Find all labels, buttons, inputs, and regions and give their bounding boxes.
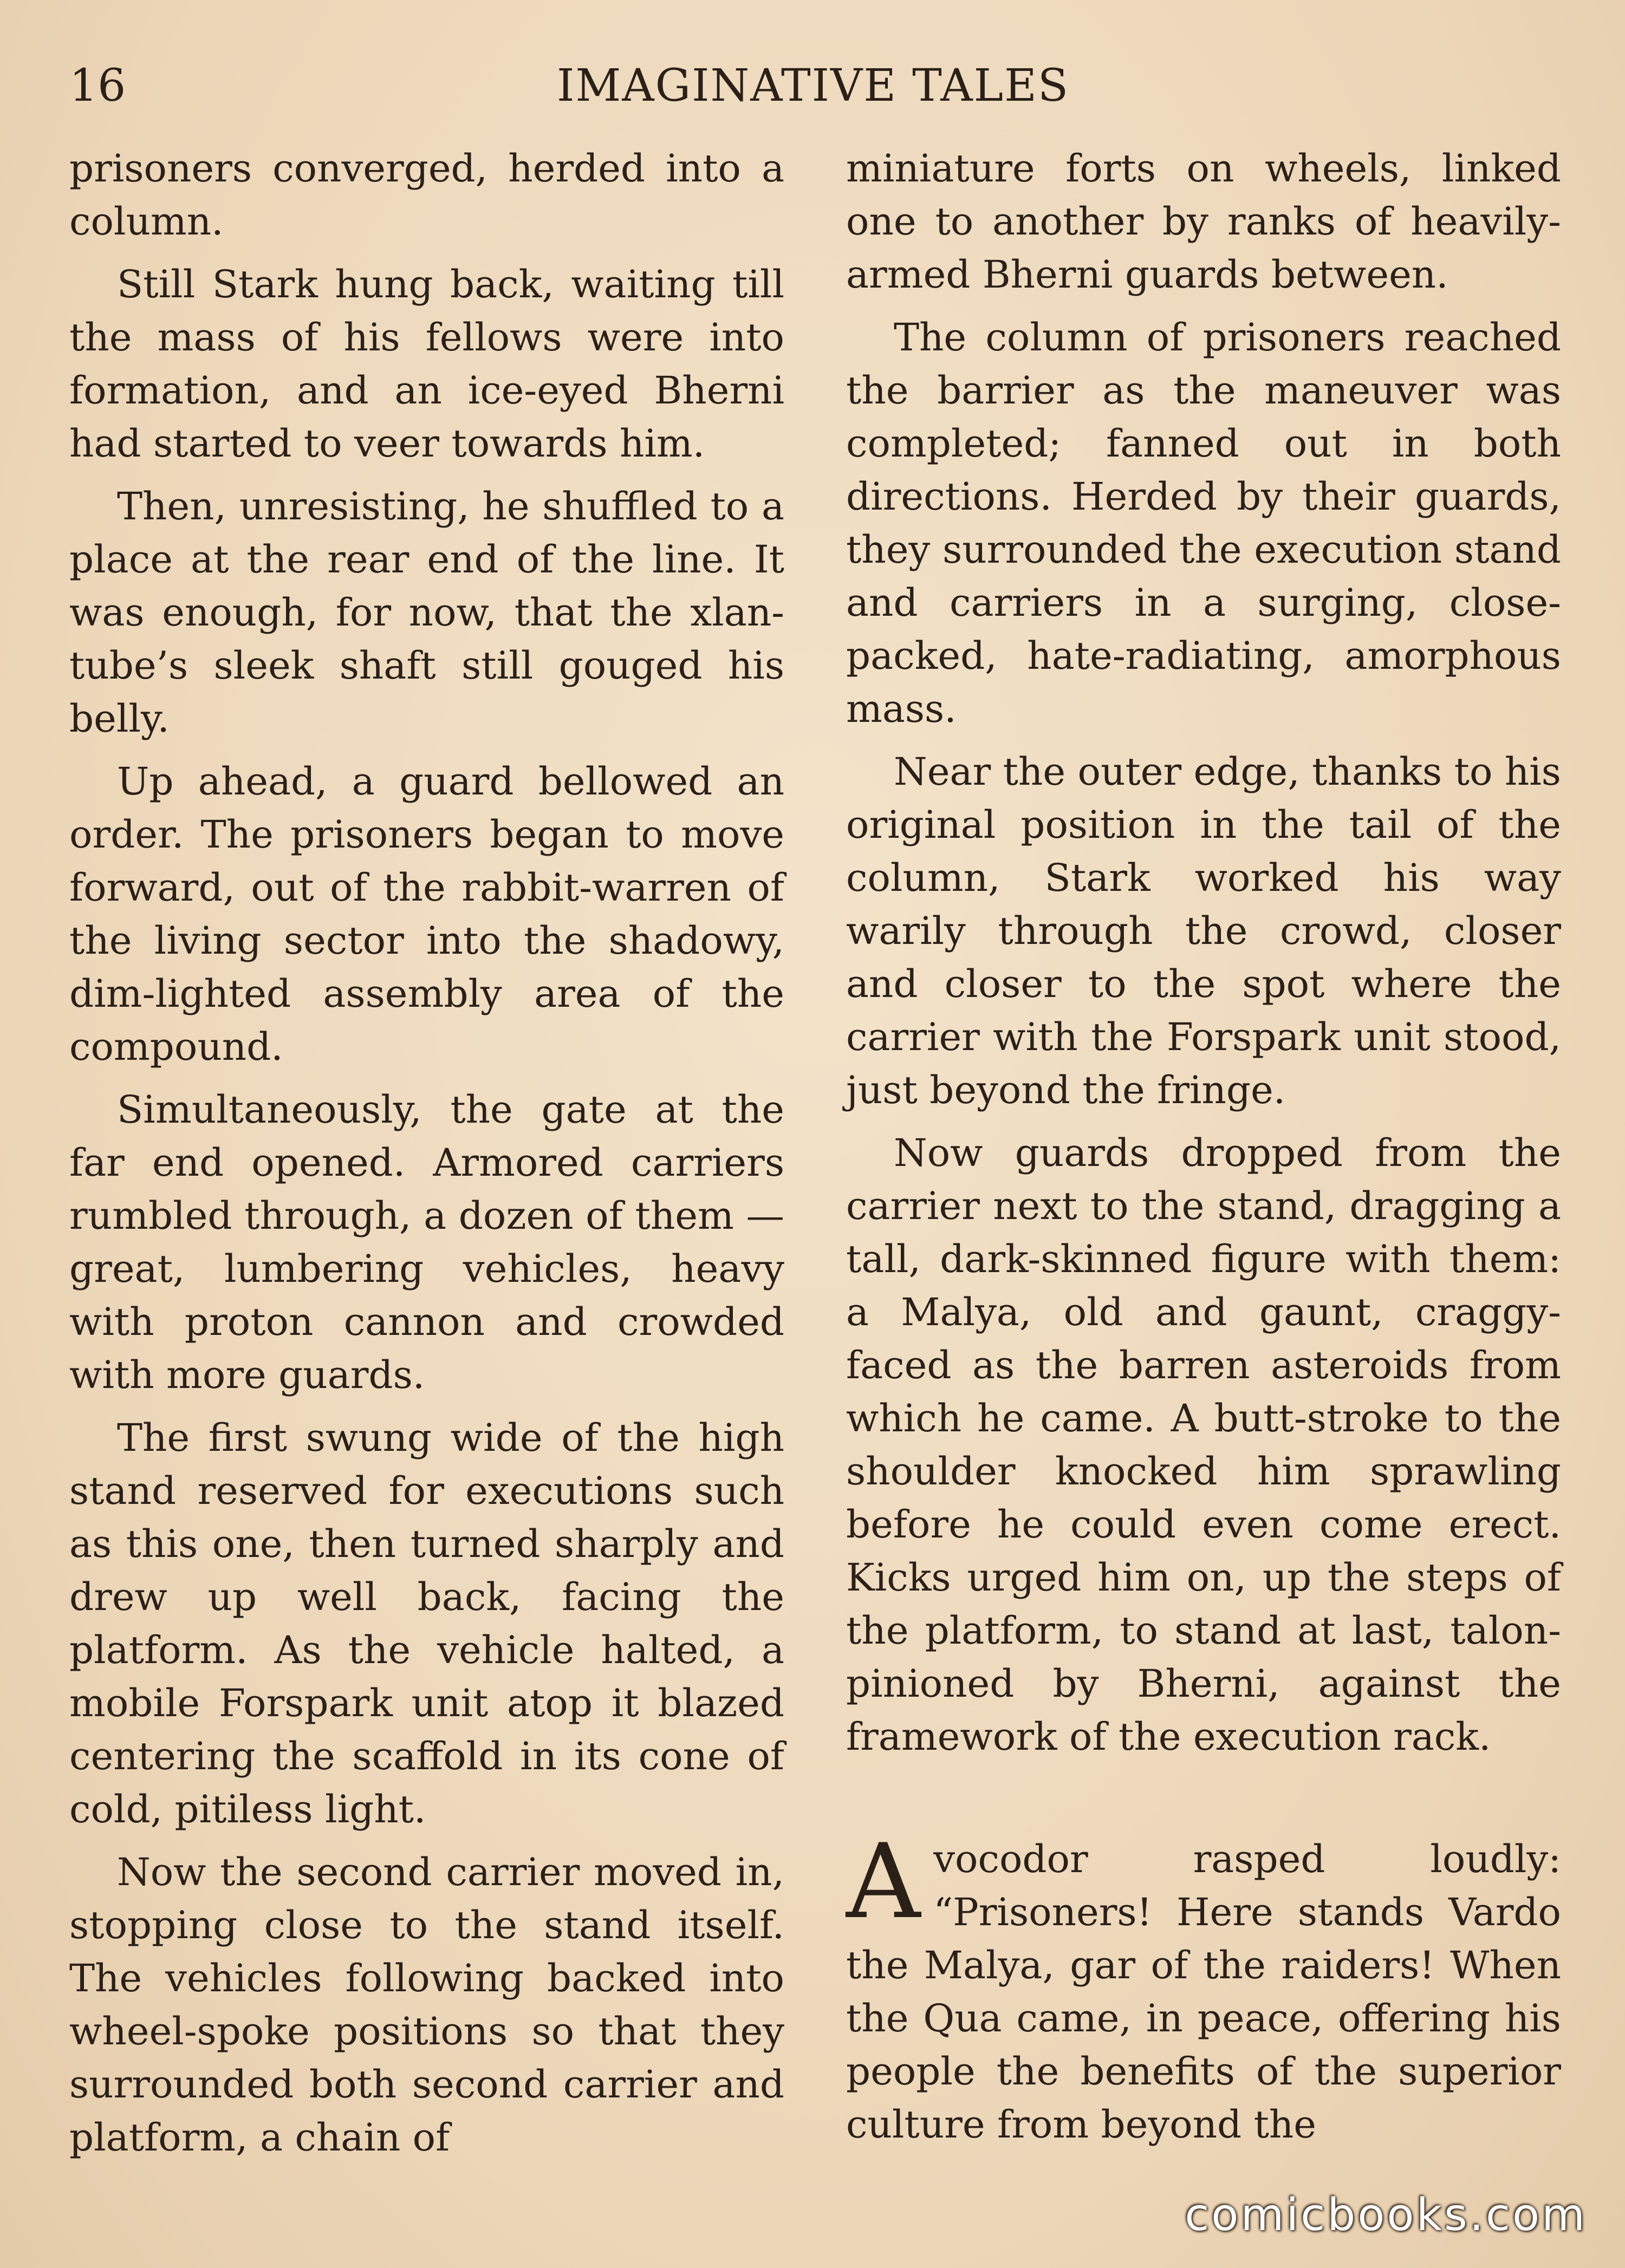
paragraph: Now the second carrier moved in, stopping close to the stand itself. The vehicles following backed into wheel-spoke positions so that they surrounded both second carrier and platform, a chain of <box>69 1850 784 2160</box>
paragraph: Now guards dropped from the carrier next to the stand, dragging a tall, dark-skinned figure with them: a Malya, old and gaunt, craggy-faced as the barren asteroids from which he came. A butt-stroke to the shoulder knocked him sprawling before he could even come erect. Kicks urged him on, up the steps of the platform, to stand at last, talon-pinioned by Bherni, against the framework of the execution rack. <box>846 1131 1561 1759</box>
right-column <box>846 142 1561 2161</box>
running-title: IMAGINATIVE TALES <box>557 60 1070 112</box>
paragraph: Simultaneously, the gate at the far end opened. Armored carriers rumbled through, a dozen of them —great, lumbering vehicles, heavy with proton cannon and crowded with more guards. <box>69 1087 784 1397</box>
paragraph: Then, unresisting, he shuffled to a place at the rear end of the line. It was enough, for now, that the xlan-tube’s sleek shaft still gouged his belly. <box>69 484 784 741</box>
section-opening-paragraph <box>846 1822 1561 2151</box>
paragraph: Near the outer edge, thanks to his original position in the tail of the column, Stark worked his way warily through the crowd, closer and closer to the spot where the carrier with the Forspark unit stood, just beyond the fringe. <box>846 750 1561 1112</box>
left-column <box>69 142 784 2174</box>
paragraph: The column of prisoners reached the barrier as the maneuver was completed; fanned out in both directions. Herded by their guards, they surrounded the execution stand and carriers in a surging, close-packed, hate-radiating, amorphous mass. <box>846 315 1561 731</box>
page-number: 16 <box>69 60 126 112</box>
section-text: vocodor rasped loudly: “Prisoners! Here stands Vardo the Malya, gar of the raiders! When the Qua came, in peace, offering his people the benefits of the superior culture from beyond the <box>846 1837 1561 2147</box>
watermark: comicbooks.com <box>1185 2189 1587 2241</box>
paragraph: The first swung wide of the high stand reserved for executions such as this one, then turned sharply and drew up well back, facing the platform. As the vehicle halted, a mobile Forspark unit atop it blazed centering the scaffold in its cone of cold, pitiless light. <box>69 1416 784 1832</box>
drop-cap: A <box>846 1822 921 1941</box>
running-header <box>69 56 1559 116</box>
section-break <box>846 1773 1561 1833</box>
paragraph: Up ahead, a guard bellowed an order. The prisoners began to move forward, out of the rabbit-warren of the living sector into the shadowy, dim-lighted assembly area of the compound. <box>69 759 784 1069</box>
paragraph: Still Stark hung back, waiting till the mass of his fellows were into formation, and an ice-eyed Bherni had started to veer towards him. <box>69 262 784 466</box>
paragraph: miniature forts on wheels, linked one to another by ranks of heavily-armed Bherni guards between. <box>846 146 1561 297</box>
paragraph: prisoners converged, herded into a column. <box>69 146 784 244</box>
